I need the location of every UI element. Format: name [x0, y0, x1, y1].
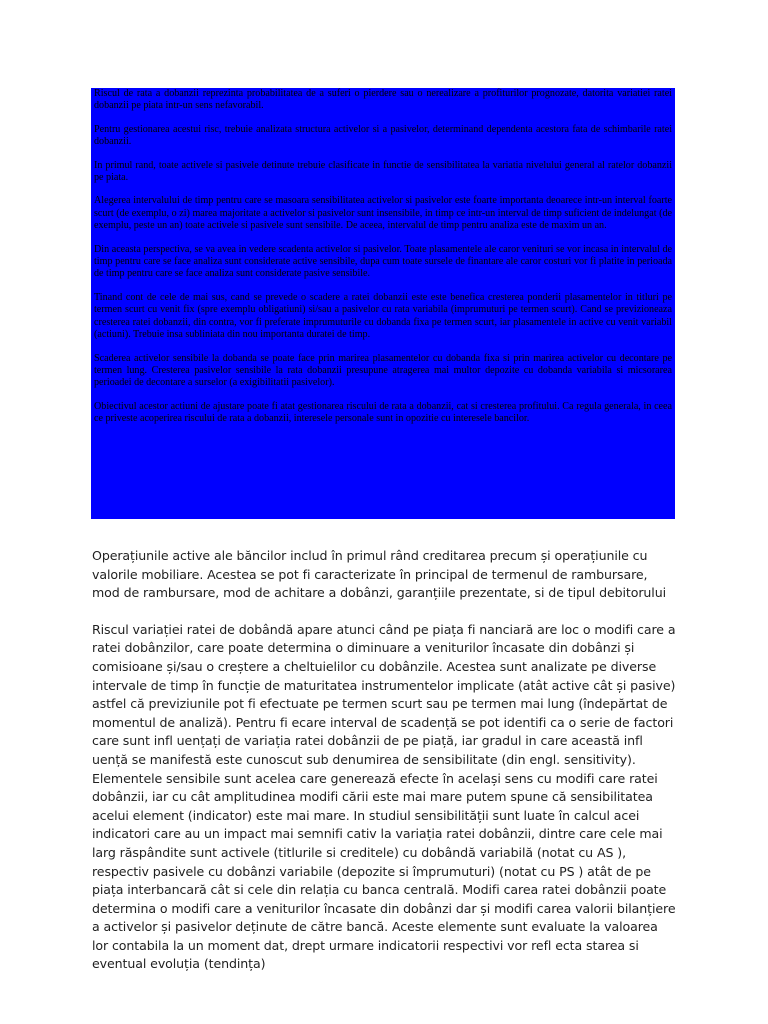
blue-paragraph-5: Din aceasta perspectiva, se va avea in vedere scadenta activelor si pasivelor. Toate plasamentele ale caror venituri se vor incasa in intervalul de timp pentru care se face analiza sunt considerate active sensibile, dupa cum toate sursele de finantare ale caror costuri vor fi platite in perioada de timp pentru care se face analiza sunt considerate pasive sensibile. — [94, 243, 672, 280]
blue-paragraph-6: Tinand cont de cele de mai sus, cand se prevede o scadere a ratei dobanzii este este benefica cresterea ponderii plasamentelor in titluri pe termen scurt cu venit fix (spre exemplu obligatiuni) si/sau a pasivelor cu rata variabila (imprumuturi pe termen scurt). Cand se previzioneaza cresterea ratei dobanzii, din contra, vor fi preferate imprumuturile cu dobanda fixa pe termen scurt, iar plasamentele in active cu venit variabil (actiuni). Trebuie insa subliniata din nou importanta duratei de timp. — [94, 291, 672, 341]
blue-paragraph-1: Riscul de rata a dobanzii reprezinta probabilitatea de a suferi o pierdere sau o nerealizare a profiturilor prognozate, datorita variatiei ratei dobanzii pe piata intr-un sens nefavorabil. — [94, 88, 672, 112]
blue-paragraph-8: Obiectivul acestor actiuni de ajustare poate fi atat gestionarea riscului de rata a dobanzii, cat si cresterea profitului. Ca regula generala, in ceea ce priveste acoperirea riscului de rata a dobanzii, interesele personale sunt in opozitie cu interesele bancilor. — [94, 400, 672, 425]
main-paragraph-1: Operațiunile active ale băncilor includ în primul rând creditarea precum și operațiunile cu valorile mobiliare. Acestea se pot fi caracterizate în principal de termenul de rambursare, mod de rambursare, mod de achitare a dobânzi, garanțiile prezentate, si de tipul debitorului — [92, 548, 666, 601]
blue-paragraph-4: Alegerea intervalului de timp pentru care se masoara sensibilitatea activelor si pasivelor este foarte importanta deoarece intr-un interval foarte scurt (de exemplu, o zi) marea majoritate a activelor si pasivelor sunt insensibile, in timp ce intr-un interval de timp suficient de indelungat (de exemplu, peste un an) toate activele si pasivele sunt sensibile. De aceea, intervalul de timp pentru analiza este de maxim un an. — [94, 195, 672, 232]
blue-paragraph-7: Scaderea activelor sensibile la dobanda se poate face prin marirea plasamentelor cu dobanda fixa si prin marirea activelor cu decontare pe termen lung. Cresterea pasivelor sensibile la rata dobanzii presupune atragerea mai multor depozite cu dobanda variabila si micsorarea perioadei de decontare a surselor (a exigibilitatii pasivelor). — [94, 352, 672, 389]
main-text-body — [92, 547, 676, 992]
blue-highlight-block — [91, 88, 675, 519]
main-paragraph-2: Riscul variației ratei de dobândă apare atunci când pe piața fi nanciară are loc o modifi care a ratei dobânzilor, care poate determina o diminuare a veniturilor încasate din dobânzi și comisioane și/sau o creștere a cheltuielilor cu dobânzile. Acestea sunt analizate pe diverse intervale de timp în funcție de maturitatea instrumentelor implicate (atât active cât și pasive) astfel că previziunile pot fi efectuate pe termen scurt sau pe termen mai lung (îndepărtat de momentul de analiză). Pentru fi ecare interval de scadență se pot identifi ca o serie de factori care sunt infl uențați de variația ratei dobânzii de pe piață, iar gradul in care această infl uență se manifestă este cunoscut sub denumirea de sensibilitate (din engl. sensitivity). Elementele sensibile sunt acelea care generează efecte în același sens cu modifi care ratei dobânzii, iar cu cât amplitudinea modifi cării este mai mare putem spune că sensibilitatea acelui element (indicator) este mai mare. In studiul sensibilității sunt luate în calcul acei indicatori care au un impact mai semnifi cativ la variația ratei dobânzii, dintre care cele mai larg răspândite sunt activele (titlurile si creditele) cu dobândă variabilă (notat cu AS ), respectiv pasivele cu dobânzi variabile (depozite si împrumuturi) (notat cu PS ) atât de pe piața interbancară cât si cele din relația cu banca centrală. Modifi carea ratei dobânzii poate determina o modifi care a veniturilor încasate din dobânzi dar și modifi carea valorii bilanțiere a activelor și pasivelor deținute de către bancă. Aceste elemente sunt evaluate la valoarea lor contabila la un moment dat, drept urmare indicatorii respectivi vor refl ecta starea si eventual evoluția (tendința) — [92, 621, 676, 972]
blue-paragraph-3: In primul rand, toate activele si pasivele detinute trebuie clasificate in functie de sensibilitatea la variatia nivelului general al ratelor dobanzii pe piata. — [94, 159, 672, 184]
blue-paragraph-2: Pentru gestionarea acestui risc, trebuie analizata structura activelor si a pasivelor, determinand dependenta acestora fata de schimbarile ratei dobanzii. — [94, 123, 672, 148]
